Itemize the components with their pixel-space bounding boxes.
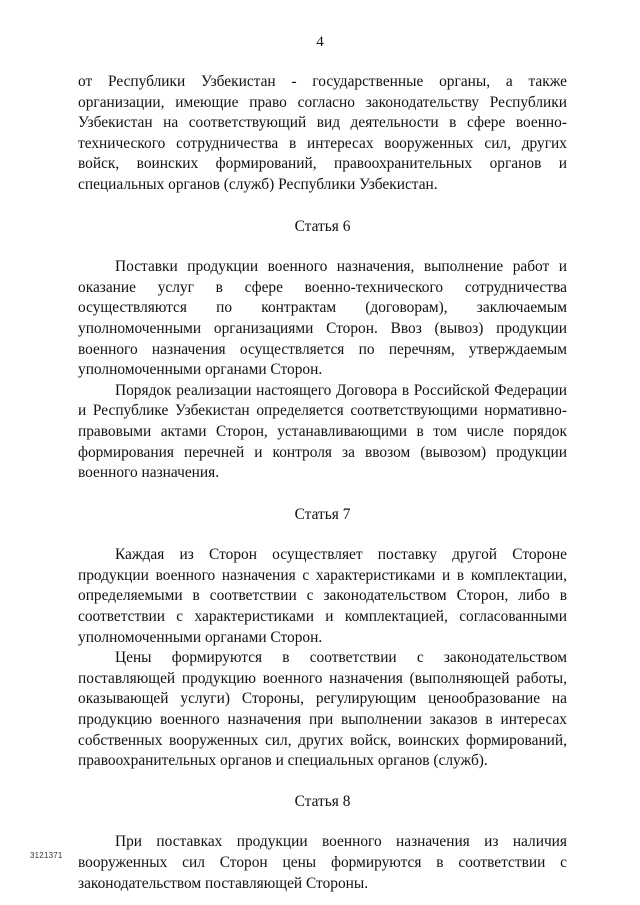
article-8-paragraph-1: При поставках продукции военного назначения из наличия вооруженных сил Сторон цены формируются в соответствии с законодательством поставляющей Стороны. bbox=[78, 833, 567, 892]
page-number: 4 bbox=[316, 34, 324, 50]
document-body bbox=[78, 72, 567, 894]
article-8-heading: Статья 8 bbox=[294, 792, 351, 810]
article-7-heading: Статья 7 bbox=[294, 505, 351, 523]
document-code: 3121371 bbox=[30, 851, 63, 860]
article-7-paragraph-1: Каждая из Сторон осуществляет поставку другой Стороне продукции военного назначения с характеристиками и в комплектации, определяемыми в соответствии с законодательством Сторон, либо в соответствии с характеристиками и комплектацией, согласованными уполномоченными органами Сторон. bbox=[78, 546, 567, 646]
intro-paragraph: от Республики Узбекистан - государственные органы, а также организации, имеющие право согласно законодательству Республики Узбекистан на соответствующий вид деятельности в сфере военно-технического сотрудничества в интересах вооруженных сил, других войск, воинских формирований, правоохранительных органов и специальных органов (служб) Республики Узбекистан. bbox=[78, 73, 567, 193]
article-6-paragraph-2: Порядок реализации настоящего Договора в Российской Федерации и Республике Узбекистан определяется соответствующими нормативно-правовыми актами Сторон, устанавливающими в том числе порядок формирования перечней и контроля за ввозом (вывозом) продукции военного назначения. bbox=[78, 381, 567, 482]
article-6-paragraph-1: Поставки продукции военного назначения, выполнение работ и оказание услуг в сфере военно-технического сотрудничества осуществляются по контрактам (договорам), заключаемым уполномоченными организациями Сторон. Ввоз (вывоз) продукции военного назначения осуществляется по перечням, утверждаемым уполномоченными органами Сторон. bbox=[78, 258, 567, 379]
article-7-paragraph-2: Цены формируются в соответствии с законодательством поставляющей продукцию военного назначения (выполняющей работы, оказывающей услуги) Стороны, регулирующим ценообразование на продукцию военного назначения при выполнении заказов в интересах собственных вооруженных сил, других войск, воинских формирований, правоохранительных органов и специальных органов (служб). bbox=[78, 649, 567, 770]
article-6-heading: Статья 6 bbox=[294, 217, 351, 235]
